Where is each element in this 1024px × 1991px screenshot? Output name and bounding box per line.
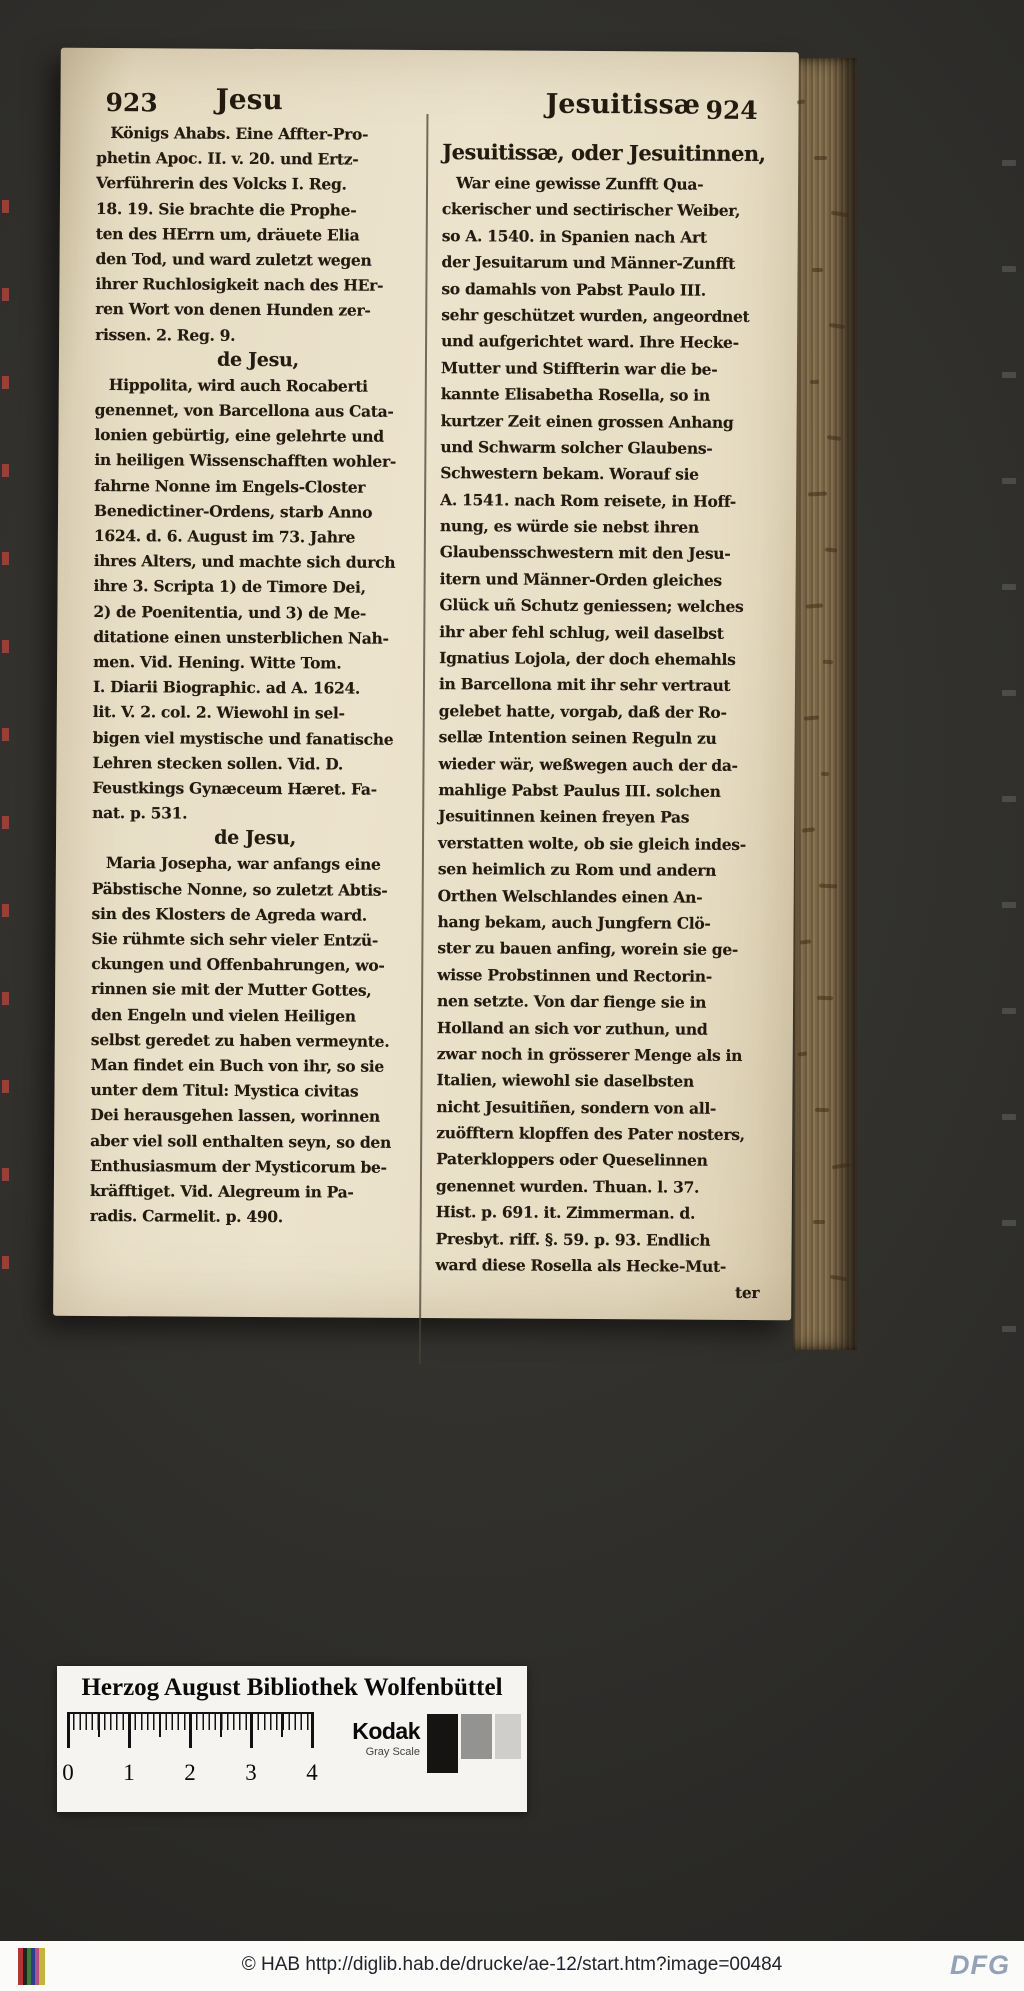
right-margin-mark — [1002, 478, 1016, 484]
ruler-number: 3 — [245, 1760, 257, 1785]
text-line: Glaubensschwestern mit den Jesu- — [439, 542, 731, 564]
text-line: ren Wort von denen Hunden zer- — [95, 299, 371, 320]
text-line: Verführerin des Volcks I. Reg. — [95, 173, 347, 194]
film-edge-mark — [2, 288, 9, 301]
fore-edge-ink-mark — [810, 380, 819, 384]
text-line: genennet wurden. Thuan. l. 37. — [435, 1175, 700, 1197]
fore-edge-ink-mark — [814, 156, 827, 160]
fore-edge-ink-mark — [815, 1108, 829, 1112]
film-edge-mark — [2, 552, 9, 565]
text-line: Mutter und Stiffterin war die be- — [440, 357, 718, 379]
ruler-major-tick — [128, 1712, 131, 1748]
text-line: nicht Jesuitiñen, sondern von all- — [436, 1096, 717, 1118]
grayscale-patch-mid — [461, 1714, 492, 1759]
text-line: phetin Apoc. II. v. 20. und Ertz- — [96, 148, 359, 169]
text-line: radis. Carmelit. p. 490. — [89, 1206, 283, 1227]
text-line: ter — [734, 1283, 760, 1303]
library-banner — [57, 1666, 527, 1812]
grayscale-patch-dark — [427, 1714, 458, 1773]
text-line: kurtzer Zeit einen grossen Anhang — [440, 410, 734, 432]
text-line: und Schwarm solcher Glaubens- — [440, 436, 713, 458]
text-line: der Jesuitarum und Männer-Zunfft — [441, 252, 736, 274]
text-line: sin des Klosters de Agreda ward. — [91, 903, 367, 925]
text-line: rinnen sie mit der Mutter Gottes, — [91, 979, 372, 1001]
ruler-half-tick — [281, 1712, 283, 1737]
ruler-number: 0 — [62, 1760, 74, 1785]
text-line: sellæ Intention seinen Reguln zu — [438, 727, 717, 748]
text-line: den Engeln und vielen Heiligen — [90, 1004, 356, 1026]
kodak-grayscale-block — [315, 1718, 420, 1758]
film-edge-mark — [2, 640, 9, 653]
text-line: ditatione einen unsterblichen Nah- — [93, 626, 389, 648]
page-number-left: 923 — [105, 88, 158, 118]
right-column-text — [435, 134, 776, 1307]
text-line: hang bekam, auch Jungfern Clö- — [437, 912, 711, 933]
film-edge-mark — [2, 1256, 9, 1269]
text-line: I. Diarii Biographic. ad A. 1624. — [92, 677, 361, 698]
ruler-number: 4 — [306, 1760, 318, 1785]
text-line: Lehren stecken sollen. Vid. D. — [92, 752, 344, 774]
ruler-numbers — [62, 1760, 318, 1790]
text-line: Schwestern bekam. Worauf sie — [440, 463, 699, 484]
text-line: ihr aber fehl schlug, weil daselbst — [439, 621, 724, 643]
text-line: ckerischer und sectirischer Weiber, — [441, 199, 741, 221]
text-line: 18. 19. Sie brachte die Prophe- — [95, 198, 357, 220]
text-line: 1624. d. 6. August im 73. Jahre — [93, 525, 356, 547]
text-line: wieder wär, weßwegen auch der da- — [438, 753, 738, 775]
fore-edge-ink-mark — [823, 660, 833, 665]
text-line: Glück uñ Schutz geniessen; welches — [439, 595, 744, 617]
page-number-right: 924 — [705, 95, 758, 126]
text-line: Benedictiner-Ordens, starb Anno — [93, 500, 373, 522]
right-margin-mark — [1002, 1008, 1016, 1014]
text-line: itern und Männer-Orden gleiches — [439, 568, 722, 590]
ruler-half-tick — [98, 1712, 100, 1737]
text-line: Königs Ahabs. Eine Affter-Pro- — [110, 123, 369, 144]
right-margin-mark — [1002, 796, 1016, 802]
fore-edge-ink-mark — [821, 772, 829, 777]
text-line: War eine gewisse Zunfft Qua- — [456, 173, 704, 194]
dfg-logo: DFG — [950, 1950, 1010, 1980]
grayscale-label: Gray Scale — [365, 1746, 420, 1758]
grayscale-patch-light — [495, 1714, 521, 1759]
fore-edge-ink-mark — [813, 1220, 825, 1224]
text-line: selbst geredet zu haben vermeynte. — [90, 1029, 390, 1051]
text-line: und aufgerichtet ward. Ihre Hecke- — [441, 331, 739, 353]
text-line: so damahls von Pabst Paulo III. — [441, 278, 706, 300]
ruler-number: 2 — [184, 1760, 196, 1785]
text-line: A. 1541. nach Rom reisete, in Hoff- — [440, 489, 736, 511]
copyright-url: © HAB http://diglib.hab.de/drucke/ae-12/start.htm?image=00484 — [241, 1954, 783, 1975]
text-line: de Jesu, — [214, 826, 297, 850]
text-line: gelebet hatte, vorgab, daß der Ro- — [438, 700, 727, 722]
text-line: sehr geschützet wurden, angeordnet — [441, 305, 750, 326]
text-line: Hist. p. 691. it. Zimmerman. d. — [435, 1202, 696, 1223]
measurement-ruler — [62, 1712, 318, 1804]
text-line: kräfftiget. Vid. Alegreum in Pa- — [89, 1180, 354, 1202]
right-margin-mark — [1002, 1326, 1016, 1332]
film-edge-mark — [2, 728, 9, 741]
text-line: wisse Probstinnen und Rectorin- — [437, 964, 712, 986]
text-line: unter dem Titul: Mystica civitas — [90, 1080, 359, 1101]
text-line: kannte Elisabetha Rosella, so in — [440, 384, 710, 405]
text-line: nen setzte. Von dar fienge sie in — [437, 991, 707, 1012]
ruler-major-tick — [311, 1712, 314, 1748]
ruler-number: 1 — [123, 1760, 135, 1785]
text-line: Dei herausgehen lassen, worinnen — [90, 1105, 380, 1127]
film-edge-mark — [2, 904, 9, 917]
kodak-wordmark: Kodak — [352, 1718, 420, 1744]
fore-edge-ink-mark — [819, 884, 837, 889]
fore-edge-ink-mark — [812, 268, 823, 272]
film-edge-mark — [2, 1168, 9, 1181]
running-head-left: Jesu — [215, 82, 283, 117]
text-line: den Tod, und ward zuletzt wegen — [95, 248, 372, 270]
text-line: lonien gebürtig, eine gelehrte und — [94, 425, 384, 446]
film-edge-mark — [2, 376, 9, 389]
ruler-major-tick — [250, 1712, 253, 1748]
text-line: Orthen Welschlandes einen An- — [437, 885, 703, 907]
book-fore-edge — [793, 58, 857, 1350]
text-line: ihre 3. Scripta 1) de Timore Dei, — [93, 576, 366, 598]
running-head-right: Jesuitissæ — [545, 88, 701, 121]
text-line: sen heimlich zu Rom und andern — [437, 859, 717, 880]
text-line: ster zu bauen anfing, worein sie ge- — [437, 938, 739, 960]
text-line: Feustkings Gynæceum Hæret. Fa- — [92, 777, 377, 799]
left-column-text — [90, 120, 423, 1230]
text-line: bigen viel mystische und fanatische — [92, 727, 394, 749]
text-line: ward diese Rosella als Hecke-Mut- — [435, 1255, 727, 1276]
text-line: Enthusiasmum der Mysticorum be- — [89, 1155, 387, 1177]
text-line: de Jesu, — [217, 348, 299, 371]
right-margin-mark — [1002, 160, 1016, 166]
text-line: zwar noch in grösserer Menge als in — [436, 1043, 743, 1065]
right-margin-mark — [1002, 584, 1016, 590]
fore-edge-ink-mark — [817, 996, 833, 1001]
text-line: zuöfftern klopffen des Pater nosters, — [436, 1123, 745, 1145]
right-margin-mark — [1002, 1220, 1016, 1226]
text-line: fahrne Nonne im Engels-Closter — [94, 475, 366, 497]
text-line: verstatten wolte, ob sie gleich indes- — [437, 832, 746, 854]
film-edge-mark — [2, 464, 9, 477]
text-line: in heiligen Wissenschafften wohler- — [94, 450, 397, 472]
image-footer-bar — [0, 1941, 1024, 1991]
text-line: Maria Josepha, war anfangs eine — [105, 853, 381, 875]
text-line: Italien, wiewohl sie daselbsten — [436, 1070, 694, 1091]
text-line: mahlige Pabst Paulus III. solchen — [438, 780, 721, 801]
book-page — [53, 48, 799, 1320]
text-line: Ignatius Lojola, der doch ehemahls — [439, 648, 736, 669]
film-edge-mark — [2, 200, 9, 213]
right-margin-mark — [1002, 1114, 1016, 1120]
text-line: Paterkloppers oder Queselinnen — [436, 1149, 708, 1171]
text-line: ihres Alters, und machte sich durch — [93, 551, 396, 572]
right-margin-mark — [1002, 266, 1016, 272]
right-margin-mark — [1002, 690, 1016, 696]
text-line: Sie rühmte sich sehr vieler Entzü- — [91, 928, 379, 950]
text-line: nat. p. 531. — [92, 803, 188, 823]
text-line: nung, es würde sie nebst ihren — [439, 516, 699, 537]
ruler-major-tick — [67, 1712, 70, 1748]
text-line: 2) de Poenitentia, und 3) de Me- — [93, 601, 367, 623]
ruler-major-tick — [189, 1712, 192, 1748]
text-line: men. Vid. Hening. Witte Tom. — [93, 651, 342, 673]
text-line: ckungen und Offenbahrungen, wo- — [91, 954, 385, 975]
film-edge-mark — [2, 992, 9, 1005]
text-line: rissen. 2. Reg. 9. — [95, 324, 236, 345]
text-line: genennet, von Barcellona aus Cata- — [94, 400, 394, 421]
film-edge-mark — [2, 1080, 9, 1093]
library-name: Herzog August Bibliothek Wolfenbüttel — [81, 1674, 503, 1701]
right-margin-mark — [1002, 372, 1016, 378]
text-line: Jesuitinnen keinen freyen Pas — [438, 806, 690, 827]
ruler-half-tick — [220, 1712, 222, 1737]
text-line: Hippolita, wird auch Rocaberti — [108, 374, 368, 396]
text-line: Päbstische Nonne, so zuletzt Abtis- — [91, 878, 388, 900]
text-line: Man findet ein Buch von ihr, so sie — [90, 1054, 385, 1076]
text-line: Holland an sich vor zuthun, und — [436, 1017, 708, 1039]
text-line: in Barcellona mit ihr sehr vertraut — [438, 674, 731, 696]
ruler-half-tick — [159, 1712, 161, 1737]
ruler-major-ticks — [67, 1712, 313, 1752]
right-margin-mark — [1002, 902, 1016, 908]
text-line: ihrer Ruchlosigkeit nach des HEr- — [95, 274, 384, 295]
text-line: ten des HErrn um, dräuete Elia — [95, 223, 360, 245]
text-line: so A. 1540. in Spanien nach Art — [441, 225, 707, 247]
text-line: Presbyt. riff. §. 59. p. 93. Endlich — [435, 1228, 711, 1250]
text-line: aber viel soll enthalten seyn, so den — [90, 1130, 392, 1152]
film-edge-mark — [2, 816, 9, 829]
text-line: lit. V. 2. col. 2. Wiewohl in sel- — [92, 702, 345, 723]
text-line: Jesuitissæ, oder Jesuitinnen, — [442, 139, 766, 167]
